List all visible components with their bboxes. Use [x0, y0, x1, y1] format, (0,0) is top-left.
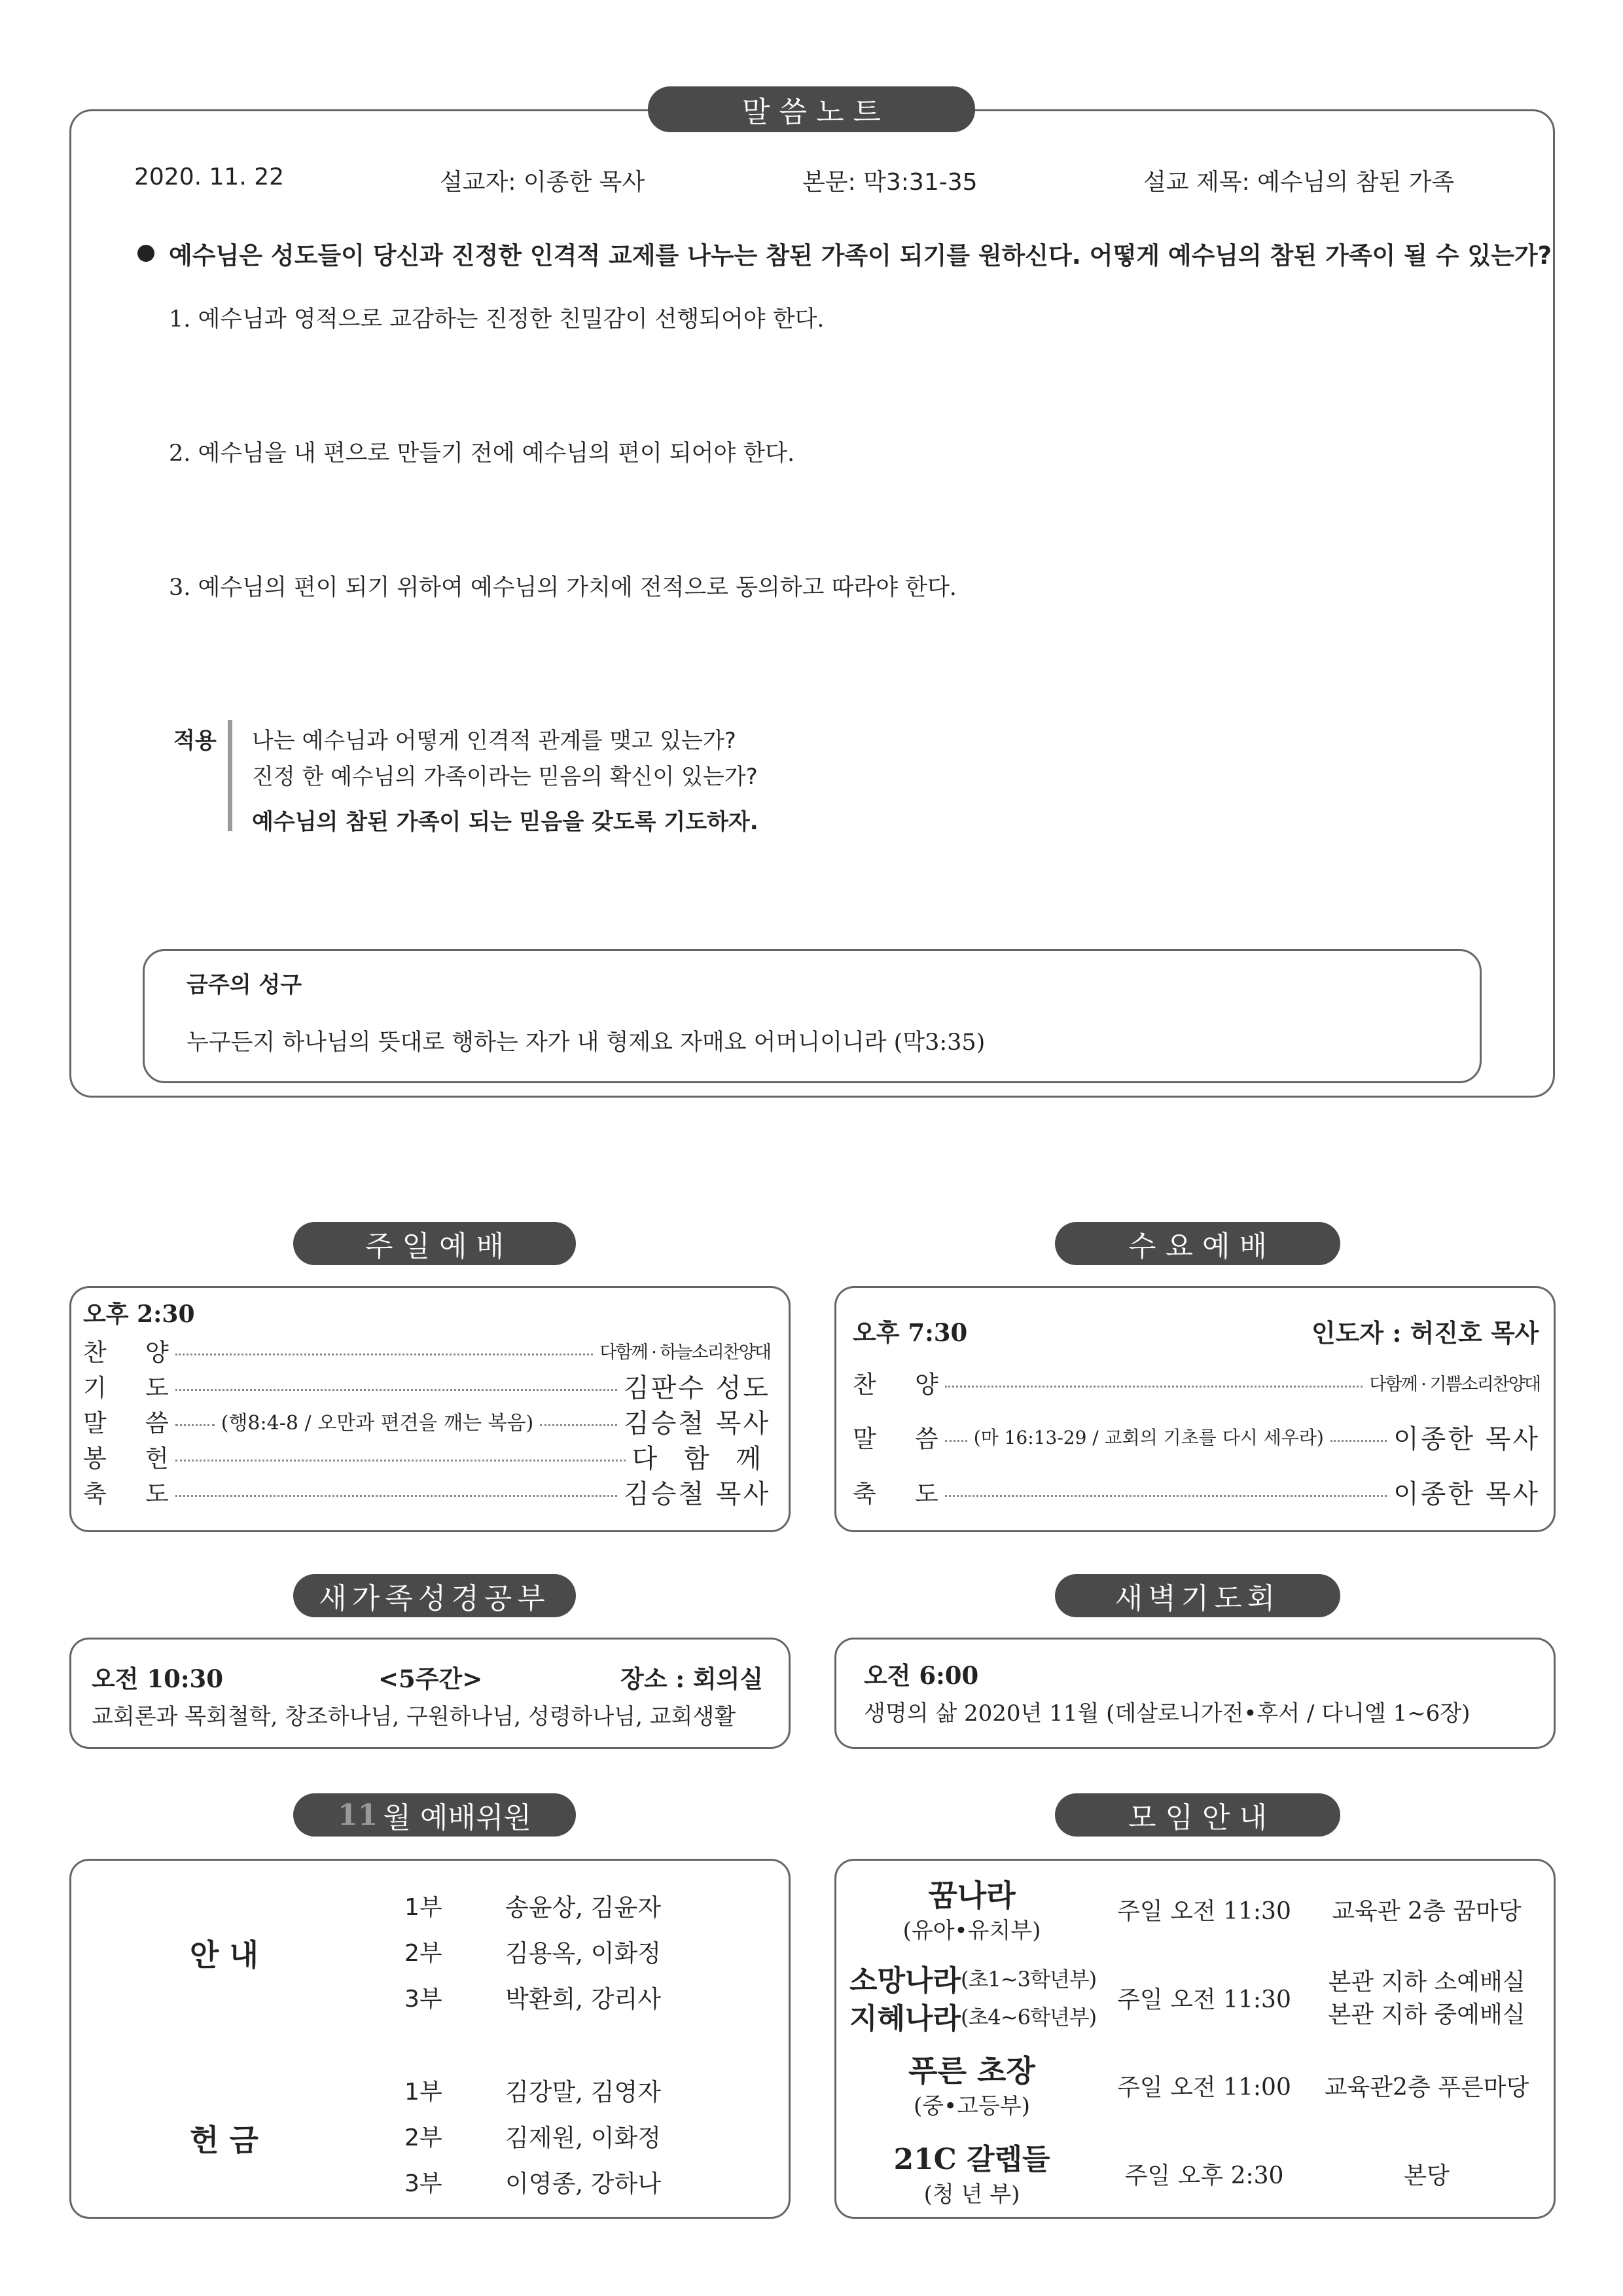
sermon-preacher: 설교자: 이종한 목사 [440, 169, 645, 196]
leader-dots [175, 1495, 617, 1497]
main-question-text: 예수님은 성도들이 당신과 진정한 인격적 교제를 나누는 참된 가족이 되기를 원하신다. 어떻게 예수님의 참된 가족이 될 수 있는가? [169, 242, 1552, 270]
leader-dots [945, 1495, 1387, 1497]
meeting-place: 본당 [1404, 2162, 1450, 2189]
meeting-place: 본관 지하 소예배실 [1328, 1969, 1525, 1996]
sermon-date: 2020. 11. 22 [134, 164, 285, 190]
sunday-item-prayer [83, 1368, 770, 1403]
leader-dots [175, 1424, 215, 1426]
point-3: 3. 예수님의 편이 되기 위하여 예수님의 가치에 전적으로 동의하고 따라야 한다. [169, 575, 957, 601]
application-line-2: 진정 한 예수님의 가족이라는 믿음의 확신이 있는가? [252, 764, 758, 790]
item-label: 축 [83, 1480, 107, 1508]
sunday-item-hymn [83, 1333, 770, 1368]
item-label: 말 [853, 1425, 876, 1453]
dawn-content: 생명의 삶 2020년 11월 (데살로니가전•후서 / 다니엘 1~6장) [864, 1700, 1471, 1727]
sermon-detail: (마 16:13-29 / 교회의 기초를 다시 세우라) [973, 1427, 1324, 1448]
item-label: 찬 [83, 1338, 107, 1367]
meeting-name: 21C 갈렙들 [893, 2143, 1050, 2176]
committee-month: 11 [338, 1798, 378, 1832]
meeting-name-line [849, 1957, 1096, 1999]
meetings-title: 모 임 안 내 [1055, 1793, 1340, 1837]
leader-dots [945, 1386, 1363, 1388]
item-label: 씀 [915, 1425, 938, 1453]
committee-names: 박환희, 강리사 [505, 1985, 661, 2013]
item-label: 봉 [83, 1444, 107, 1473]
committee-group-usher: 안 내 [190, 1937, 259, 1973]
meeting-name: 꿈나라 [928, 1878, 1016, 1913]
item-value: 김승철 목사 [624, 1479, 770, 1509]
committee-part: 3부 [404, 1986, 442, 2013]
wednesday-item-hymn [853, 1365, 1540, 1400]
sunday-worship-title: 주 일 예 배 [293, 1222, 576, 1265]
meeting-name-line [849, 1995, 1096, 2037]
leader-dots [175, 1460, 626, 1462]
item-label: 기 [83, 1374, 107, 1402]
leader-dots [175, 1354, 594, 1355]
meeting-place: 교육관2층 푸른마당 [1324, 2074, 1529, 2101]
weekly-verse-text: 누구든지 하나님의 뜻대로 행하는 자가 내 형제요 자매요 어머니이니라 (막3:35) [187, 1030, 986, 1056]
leader-dots [1330, 1440, 1387, 1442]
item-value: 다 함 께 [632, 1443, 770, 1474]
item-label: 씀 [145, 1409, 169, 1437]
committee-title [293, 1793, 576, 1837]
leader-dots [540, 1424, 617, 1426]
wednesday-item-sermon [853, 1419, 1540, 1454]
leader-dots [945, 1440, 967, 1442]
item-label: 도 [145, 1374, 169, 1402]
item-label: 찬 [853, 1371, 876, 1399]
application-line-1: 나는 예수님과 어떻게 인격적 관계를 맺고 있는가? [252, 728, 736, 754]
committee-part: 2부 [404, 2125, 442, 2151]
meeting-sub: (중•고등부) [914, 2093, 1030, 2119]
item-label: 축 [853, 1480, 876, 1508]
weekly-verse-label: 금주의 성구 [187, 972, 302, 998]
meeting-time: 주일 오전 11:00 [1117, 2074, 1291, 2101]
sermon-detail: (행8:4-8 / 오만과 편견을 깨는 복음) [221, 1412, 534, 1435]
bullet-icon [137, 245, 154, 262]
item-value: 다함께 · 하늘소리찬양대 [599, 1342, 770, 1363]
sunday-item-benediction [83, 1474, 770, 1509]
item-label: 헌 [145, 1444, 169, 1473]
meeting-sub: (초1~3학년부) [961, 1967, 1097, 1992]
sermon-subject: 설교 제목: 예수님의 참된 가족 [1143, 169, 1455, 196]
sunday-item-offering [83, 1439, 770, 1474]
item-value: 다함께 · 기쁨소리찬양대 [1369, 1374, 1540, 1395]
item-value: 김승철 목사 [624, 1408, 770, 1439]
study-topics: 교회론과 목회철학, 창조하나님, 구원하나님, 성령하나님, 교회생활 [92, 1704, 736, 1730]
wednesday-leader: 인도자 : 허진호 목사 [1311, 1318, 1539, 1348]
application-bar [228, 720, 232, 831]
item-value: 김판수 성도 [624, 1372, 770, 1403]
sunday-time: 오후 2:30 [83, 1300, 195, 1328]
committee-group-offering: 헌 금 [190, 2123, 259, 2158]
committee-part: 1부 [404, 1894, 442, 1921]
meeting-name: 푸른 초장 [908, 2053, 1035, 2089]
committee-names: 이영종, 강하나 [505, 2170, 661, 2198]
item-label: 양 [145, 1338, 169, 1367]
main-question [137, 236, 1552, 271]
meeting-time: 주일 오전 11:30 [1117, 1898, 1291, 1925]
committee-names: 김강말, 김영자 [505, 2078, 661, 2106]
item-value: 이종한 목사 [1393, 1424, 1540, 1454]
committee-title-text: 월 예배위원 [383, 1801, 531, 1835]
dawn-time: 오전 6:00 [864, 1661, 979, 1690]
wednesday-worship-title: 수 요 예 배 [1055, 1222, 1340, 1265]
weekly-verse-box [143, 949, 1482, 1083]
wednesday-item-benediction [853, 1474, 1540, 1509]
application-label: 적용 [173, 728, 217, 754]
meeting-sub: (유아•유치부) [902, 1918, 1041, 1944]
committee-names: 김용옥, 이화정 [505, 1939, 661, 1967]
dawn-prayer-title: 새벽기도회 [1055, 1574, 1340, 1617]
study-place: 장소 : 회의실 [620, 1664, 764, 1693]
point-2: 2. 예수님을 내 편으로 만들기 전에 예수님의 편이 되어야 한다. [169, 440, 795, 467]
committee-part: 1부 [404, 2079, 442, 2106]
study-time: 오전 10:30 [92, 1664, 224, 1693]
application-line-3: 예수님의 참된 가족이 되는 믿음을 갖도록 기도하자. [252, 809, 758, 835]
item-label: 양 [915, 1371, 938, 1399]
meeting-place: 교육관 2층 꿈마당 [1332, 1898, 1522, 1925]
sunday-item-sermon [83, 1403, 770, 1439]
new-family-study-title: 새가족성경공부 [293, 1574, 576, 1617]
sermon-text: 본문: 막3:31-35 [802, 169, 978, 196]
meeting-time: 주일 오전 11:30 [1117, 1986, 1291, 2013]
point-1: 1. 예수님과 영적으로 교감하는 진정한 친밀감이 선행되어야 한다. [169, 306, 825, 332]
study-duration: <5주간> [378, 1664, 483, 1693]
meeting-sub: (청 년 부) [923, 2181, 1020, 2208]
committee-part: 3부 [404, 2170, 442, 2197]
wednesday-time: 오후 7:30 [853, 1318, 968, 1347]
item-label: 도 [145, 1480, 169, 1508]
meeting-name: 소망나라 [849, 1964, 961, 1998]
item-value: 이종한 목사 [1393, 1479, 1540, 1509]
meeting-name: 지혜나라 [849, 2002, 961, 2036]
item-label: 도 [915, 1480, 938, 1508]
meeting-place: 본관 지하 중예배실 [1328, 2001, 1525, 2028]
meeting-sub: (초4~6학년부) [961, 2005, 1097, 2030]
committee-names: 송윤상, 김윤자 [505, 1893, 661, 1922]
leader-dots [175, 1389, 617, 1391]
dawn-prayer-box [834, 1638, 1556, 1749]
sermon-note-title: 말 씀 노 트 [648, 86, 975, 132]
committee-names: 김제원, 이화정 [505, 2124, 661, 2152]
meeting-time: 주일 오후 2:30 [1124, 2162, 1284, 2189]
committee-part: 2부 [404, 1940, 442, 1967]
item-label: 말 [83, 1409, 107, 1437]
